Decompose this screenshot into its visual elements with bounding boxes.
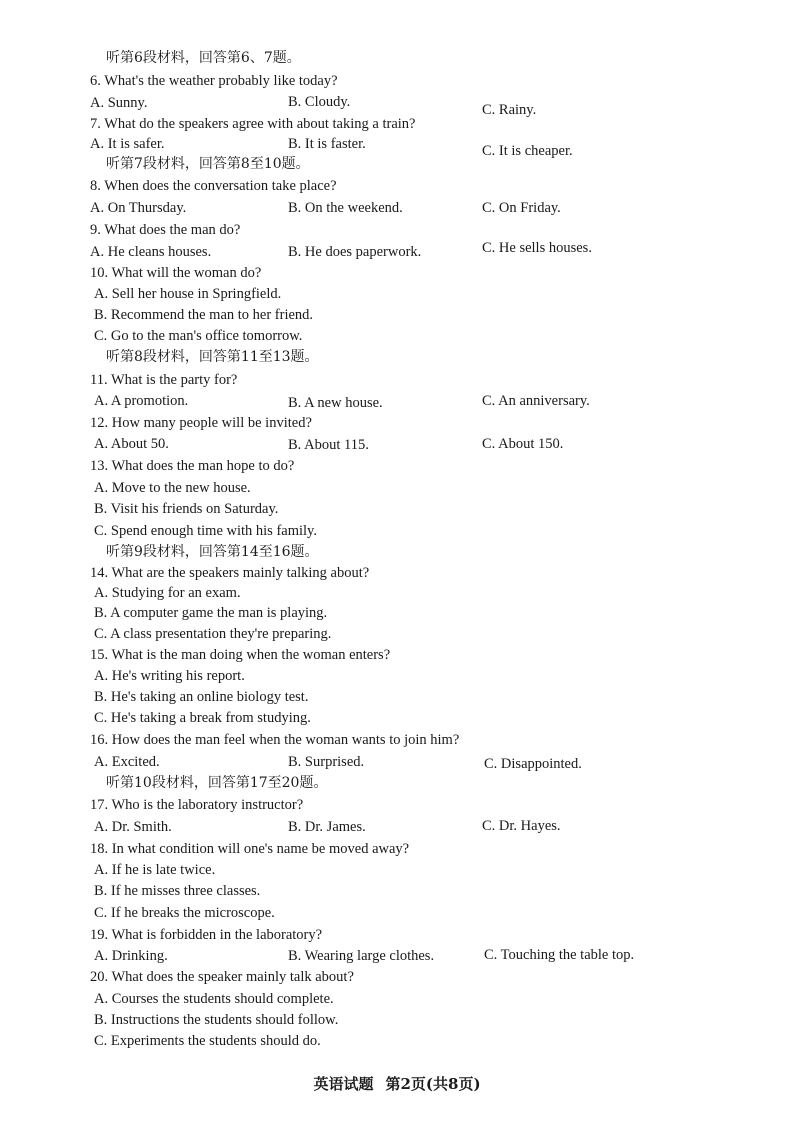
q8-option-c: C. On Friday. — [482, 200, 561, 216]
q7-option-b: B. It is faster. — [288, 136, 366, 152]
q12-option-a: A. About 50. — [94, 436, 169, 452]
page-footer — [0, 1073, 794, 1094]
q11-option-a: A. A promotion. — [94, 393, 189, 409]
q10-option-a: A. Sell her house in Springfield. — [94, 286, 282, 302]
q11-option-c: C. An anniversary. — [482, 393, 590, 409]
q13-option-c: C. Spend enough time with his family. — [94, 523, 317, 539]
section-heading-8: 听第8段材料，回答第11至13题。 — [106, 349, 319, 365]
q11-option-b: B. A new house. — [288, 395, 383, 411]
q14-option-b: B. A computer game the man is playing. — [94, 605, 328, 621]
q7-option-a: A. It is safer. — [90, 136, 165, 152]
question-17: 17. Who is the laboratory instructor? — [90, 797, 304, 813]
q10-option-c: C. Go to the man's office tomorrow. — [94, 328, 303, 344]
question-20: 20. What does the speaker mainly talk about? — [90, 969, 354, 985]
q10-option-b: B. Recommend the man to her friend. — [94, 307, 314, 323]
question-11: 11. What is the party for? — [90, 372, 238, 388]
q18-option-c: C. If he breaks the microscope. — [94, 905, 275, 921]
q18-option-a: A. If he is late twice. — [94, 862, 216, 878]
q8-option-a: A. On Thursday. — [90, 200, 187, 216]
q16-option-b: B. Surprised. — [288, 754, 365, 770]
section-heading-6: 听第6段材料，回答第6、7题。 — [106, 50, 301, 66]
question-8: 8. When does the conversation take place? — [90, 178, 337, 194]
q18-option-b: B. If he misses three classes. — [94, 883, 261, 899]
q9-option-b: B. He does paperwork. — [288, 244, 422, 260]
q8-option-b: B. On the weekend. — [288, 200, 403, 216]
q20-option-b: B. Instructions the students should follow. — [94, 1012, 339, 1028]
q16-option-a: A. Excited. — [94, 754, 160, 770]
question-9: 9. What does the man do? — [90, 222, 241, 238]
footer-subject: 英语试题 — [313, 1075, 374, 1093]
q6-option-c: C. Rainy. — [482, 102, 537, 118]
question-14: 14. What are the speakers mainly talking about? — [90, 565, 370, 581]
q7-option-c: C. It is cheaper. — [482, 143, 573, 159]
footer-page-number: 第2页(共8页) — [385, 1075, 481, 1093]
question-13: 13. What does the man hope to do? — [90, 458, 295, 474]
question-6: 6. What's the weather probably like today? — [90, 73, 338, 89]
section-heading-9: 听第9段材料，回答第14至16题。 — [106, 544, 319, 560]
q9-option-a: A. He cleans houses. — [90, 244, 212, 260]
q13-option-b: B. Visit his friends on Saturday. — [94, 501, 279, 517]
q16-option-c: C. Disappointed. — [484, 756, 582, 772]
q20-option-a: A. Courses the students should complete. — [94, 991, 334, 1007]
q19-option-c: C. Touching the table top. — [484, 947, 635, 963]
question-16: 16. How does the man feel when the woman wants to join him? — [90, 732, 460, 748]
q9-option-c: C. He sells houses. — [482, 240, 592, 256]
q14-option-a: A. Studying for an exam. — [94, 585, 241, 601]
question-15: 15. What is the man doing when the woman enters? — [90, 647, 391, 663]
section-heading-7: 听第7段材料，回答第8至10题。 — [106, 156, 310, 172]
q15-option-b: B. He's taking an online biology test. — [94, 689, 309, 705]
q17-option-b: B. Dr. James. — [288, 819, 366, 835]
question-10: 10. What will the woman do? — [90, 265, 262, 281]
q6-option-b: B. Cloudy. — [288, 94, 351, 110]
section-heading-10: 听第10段材料，回答第17至20题。 — [106, 775, 328, 791]
q12-option-c: C. About 150. — [482, 436, 564, 452]
question-18: 18. In what condition will one's name be moved away? — [90, 841, 410, 857]
q19-option-a: A. Drinking. — [94, 948, 168, 964]
q14-option-c: C. A class presentation they're preparing. — [94, 626, 332, 642]
q6-option-a: A. Sunny. — [90, 95, 148, 111]
q17-option-c: C. Dr. Hayes. — [482, 818, 561, 834]
question-7: 7. What do the speakers agree with about taking a train? — [90, 116, 416, 132]
q13-option-a: A. Move to the new house. — [94, 480, 251, 496]
q17-option-a: A. Dr. Smith. — [94, 819, 172, 835]
question-12: 12. How many people will be invited? — [90, 415, 312, 431]
q19-option-b: B. Wearing large clothes. — [288, 948, 435, 964]
question-19: 19. What is forbidden in the laboratory? — [90, 927, 323, 943]
q15-option-c: C. He's taking a break from studying. — [94, 710, 311, 726]
q12-option-b: B. About 115. — [288, 437, 369, 453]
q15-option-a: A. He's writing his report. — [94, 668, 245, 684]
q20-option-c: C. Experiments the students should do. — [94, 1033, 321, 1049]
